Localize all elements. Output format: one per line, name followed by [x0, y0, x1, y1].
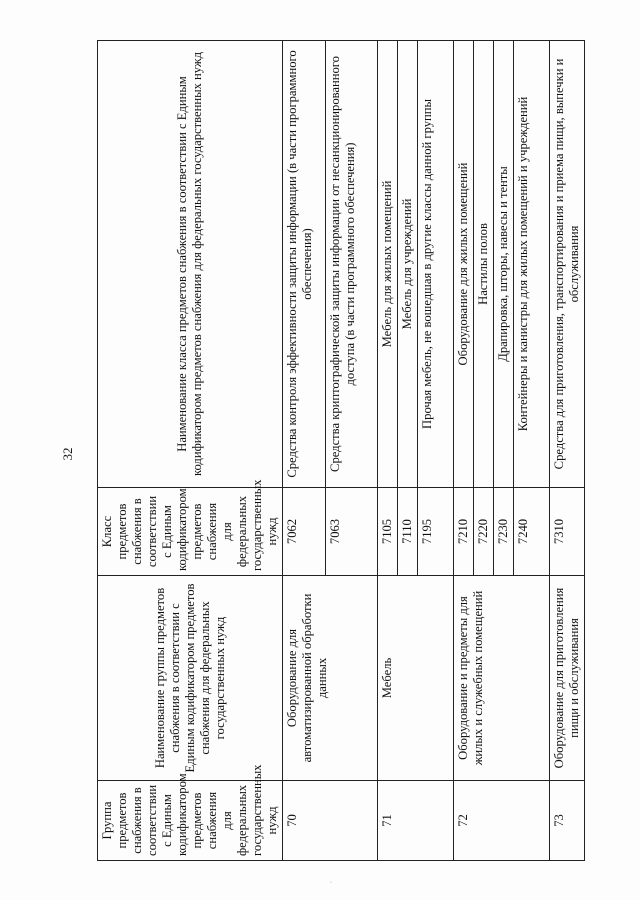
class-name: Мебель для учреждений [398, 41, 418, 488]
class-code: 7105 [378, 488, 398, 576]
group-code: 72 [454, 781, 550, 861]
group-name: Мебель [378, 576, 454, 781]
class-name: Средства для приготовления, транспортирования и приема пищи, выпечки и обслуживания [550, 41, 585, 488]
group-code: 73 [550, 781, 585, 861]
rotated-table-wrapper [97, 41, 581, 861]
class-code: 7195 [418, 488, 454, 576]
class-name: Средства криптографической защиты информации от несанкционированного доступа (в части программного обеспечения) [326, 41, 378, 488]
header-row [98, 41, 283, 861]
class-name: Настилы полов [474, 41, 494, 488]
class-code: 7062 [283, 488, 326, 576]
group-name: Оборудование для автоматизированной обработки данных [283, 576, 378, 781]
supply-classification-table [97, 40, 585, 861]
class-code: 7210 [454, 488, 474, 576]
group-name: Оборудование для приготовления пищи и обслуживания [550, 576, 585, 781]
class-code: 7063 [326, 488, 378, 576]
group-code: 70 [283, 781, 378, 861]
class-name: Прочая мебель, не вошедшая в другие классы данной группы [418, 41, 454, 488]
class-name: Контейнеры и канистры для жилых помещений и учреждений [514, 41, 550, 488]
class-code: 7240 [514, 488, 550, 576]
header-class-name: Наименование класса предметов снабжения в соответствии с Единым кодификатором предметов снабжения для федеральных государственных нужд [98, 41, 283, 488]
table-row [283, 41, 326, 861]
table-row [378, 41, 398, 861]
class-code: 7310 [550, 488, 585, 576]
class-name: Средства контроля эффективности защиты информации (в части программного обеспечения) [283, 41, 326, 488]
header-class: Класс предметов снабжения в соответствии с Единым кодификатором предметов снабжения для федеральных государственных нужд [98, 488, 283, 576]
class-code: 7220 [474, 488, 494, 576]
table-row [550, 41, 585, 861]
class-code: 7110 [398, 488, 418, 576]
class-name: Драпировка, шторы, навесы и тенты [494, 41, 514, 488]
page-number: 32 [60, 447, 75, 461]
class-name: Мебель для жилых помещений [378, 41, 398, 488]
header-group: Группа предметов снабжения в соответствии с Единым кодификатором предметов снабжения для федеральных государственных нужд [98, 781, 283, 861]
class-code: 7230 [494, 488, 514, 576]
header-group-name: Наименование группы предметов снабжения в соответствии с Единым кодификатором предметов снабжения для федеральных государственных нужд [98, 576, 283, 781]
group-name: Оборудование и предметы для жилых и служебных помещений [454, 576, 550, 781]
table-row [454, 41, 474, 861]
class-name: Оборудование для жилых помещений [454, 41, 474, 488]
scan-speck: · [330, 880, 332, 886]
group-code: 71 [378, 781, 454, 861]
